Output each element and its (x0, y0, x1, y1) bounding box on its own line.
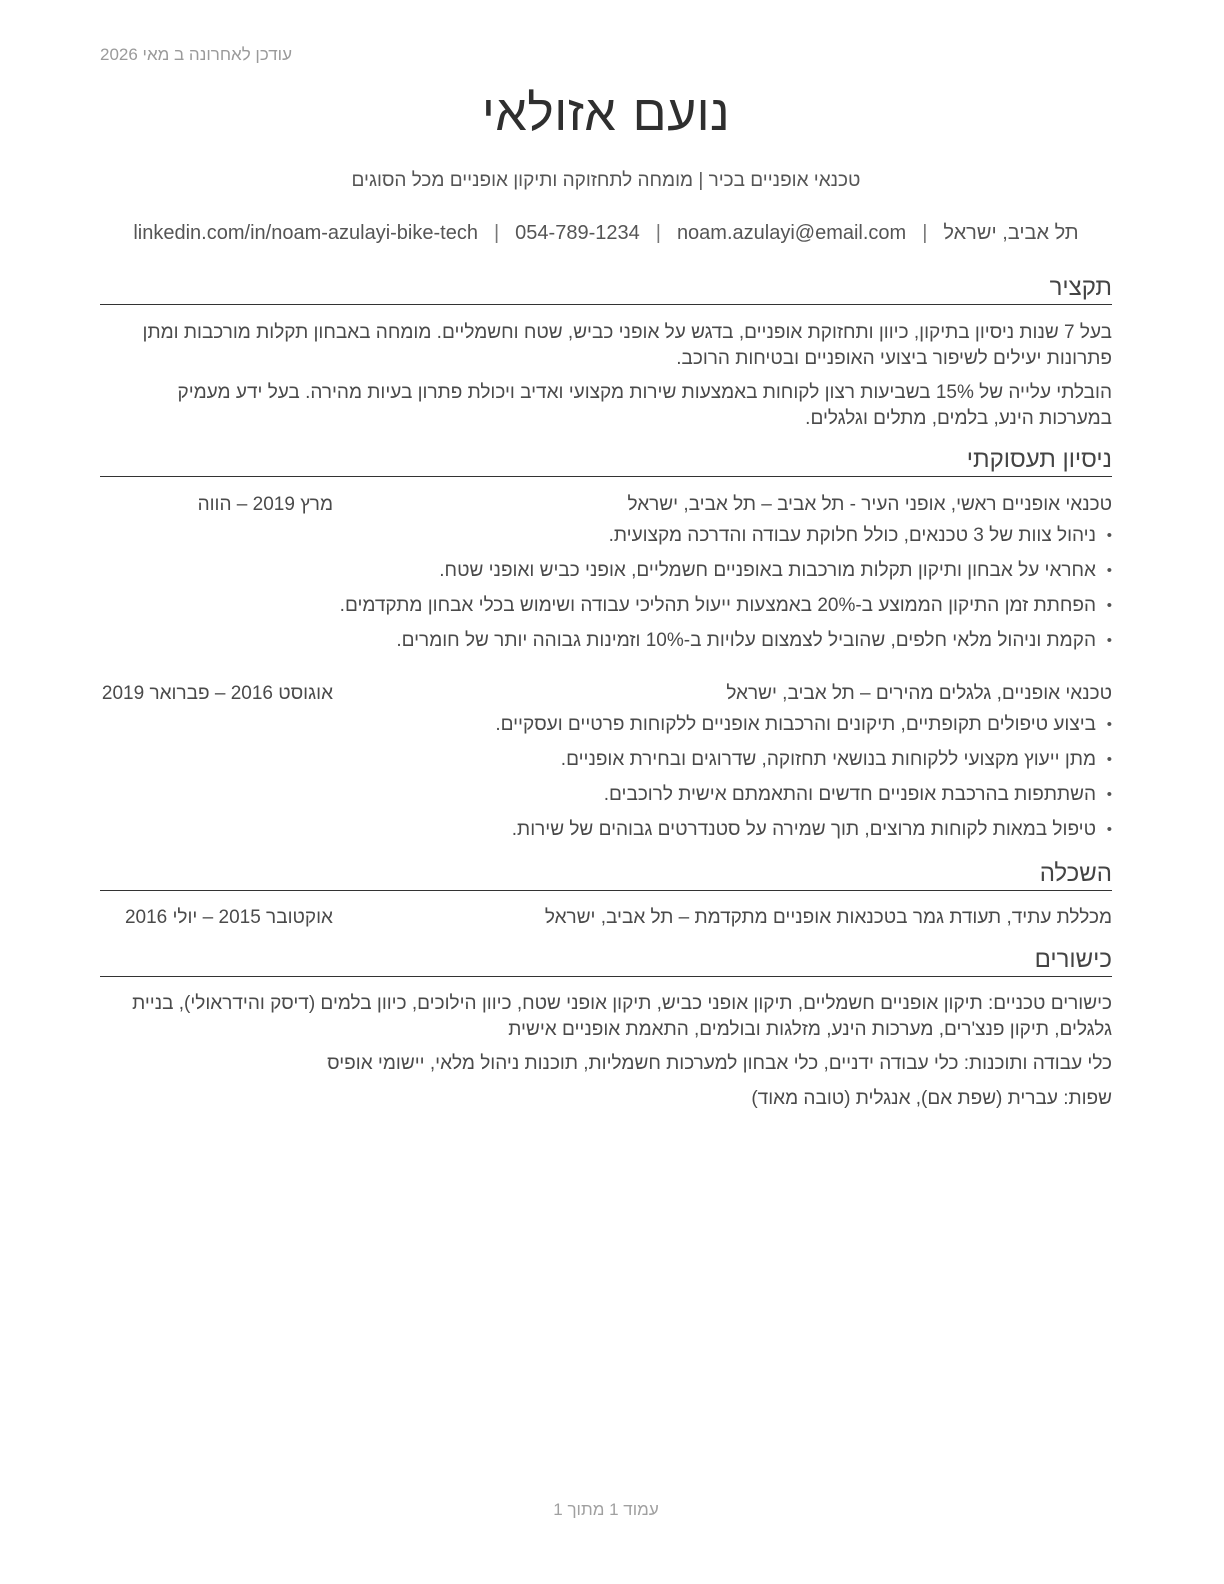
section-title-experience: ניסיון תעסוקתי (100, 446, 1112, 477)
section-title-summary: תקציר (100, 274, 1112, 305)
resume-page (100, 0, 1112, 1584)
job-bullet: • השתתפות בהרכבת אופניים חדשים והתאמתם אישית לרוכבים. (100, 782, 1112, 817)
job-bullet: • אחראי על אבחון ותיקון תקלות מורכבות באופניים חשמליים, אופני כביש ואופני שטח. (100, 558, 1112, 593)
contact-line (100, 222, 1112, 245)
job-bullet: • הפחתת זמן התיקון הממוצע ב-20% באמצעות ייעול תהליכי עבודה ושימוש בכלי אבחון מתקדמים. (100, 593, 1112, 628)
contact-separator: | (922, 222, 928, 244)
job-bullet: • ניהול צוות של 3 טכנאים, כולל חלוקת עבודה והדרכה מקצועית. (100, 523, 1112, 558)
education-text: מכללת עתיד, תעודת גמר בטכנאות אופניים מתקדמת – תל אביב, ישראל (544, 907, 1112, 928)
section-title-education: השכלה (100, 860, 1112, 891)
candidate-name: נועם אזולאי (481, 84, 731, 142)
summary-paragraph: בעל 7 שנות ניסיון בתיקון, כיוון ותחזוקת אופניים, בדגש על אופני כביש, שטח וחשמליים. מומחה באבחון תקלות מורכבות ומתן פתרונות יעילים לשיפור ביצועי האופניים ובטיחות הרוכב. (142, 322, 1112, 369)
section-title-skills: כישורים (100, 946, 1112, 977)
summary-paragraph: הובלתי עלייה של 15% בשביעות רצון לקוחות באמצעות שירות מקצועי ואדיב ויכולת פתרון בעיות מהירה. בעל ידע מעמיק במערכות הינע, בלמים, מתלים וגלגלים. (177, 382, 1112, 429)
page-number: עמוד 1 מתוך 1 (553, 1500, 659, 1519)
headline: טכנאי אופניים בכיר | מומחה לתחזוקה ותיקון אופניים מכל הסוגים (351, 170, 861, 191)
skills-line: שפות: עברית (שפת אם), אנגלית (טובה מאוד) (751, 1088, 1112, 1109)
skills-line: כלי עבודה ותוכנות: כלי עבודה ידניים, כלי אבחון למערכות חשמליות, תוכנות ניהול מלאי, יישומי אופיס (327, 1053, 1112, 1074)
job-dates: מרץ 2019 – הווה (197, 494, 333, 515)
contact-email[interactable]: noam.azulayi@email.com (676, 222, 907, 244)
job-bullets (100, 523, 1112, 663)
last-updated: עודכן לאחרונה ב מאי 2026 (100, 45, 292, 64)
contact-separator: | (493, 222, 500, 244)
job-bullet: • ביצוע טיפולים תקופתיים, תיקונים והרכבות אופניים ללקוחות פרטיים ועסקיים. (100, 712, 1112, 747)
job-bullet: • טיפול במאות לקוחות מרוצים, תוך שמירה על סטנדרטים גבוהים של שירות. (100, 817, 1112, 852)
job-dates: אוגוסט 2016 – פברואר 2019 (101, 683, 333, 704)
contact-separator: | (655, 222, 661, 244)
job-bullet: • הקמת וניהול מלאי חלפים, שהוביל לצמצום עלויות ב-10% וזמינות גבוהה יותר של חומרים. (100, 628, 1112, 663)
skills-line: כישורים טכניים: תיקון אופניים חשמליים, תיקון אופני כביש, תיקון אופני שטח, כיוון הילוכים, כיוון בלמים (דיסק והידראולי), בניית גלגלים, תיקון פנצ'רים, מערכות הינע, מזלגות ובולמים, התאמת אופניים אישית (132, 993, 1112, 1040)
contact-phone[interactable]: 054-789-1234 (515, 222, 640, 244)
contact-location: תל אביב, ישראל (943, 222, 1079, 244)
job-role: טכנאי אופניים, גלגלים מהירים – תל אביב, ישראל (726, 683, 1112, 704)
job-bullets (100, 712, 1112, 852)
education-dates: אוקטובר 2015 – יולי 2016 (124, 907, 333, 928)
job-role: טכנאי אופניים ראשי, אופני העיר - תל אביב – תל אביב, ישראל (627, 494, 1112, 515)
job-bullet: • מתן ייעוץ מקצועי ללקוחות בנושאי תחזוקה, שדרוגים ובחירת אופניים. (100, 747, 1112, 782)
contact-linkedin[interactable]: linkedin.com/in/noam-azulayi-bike-tech (133, 222, 478, 244)
